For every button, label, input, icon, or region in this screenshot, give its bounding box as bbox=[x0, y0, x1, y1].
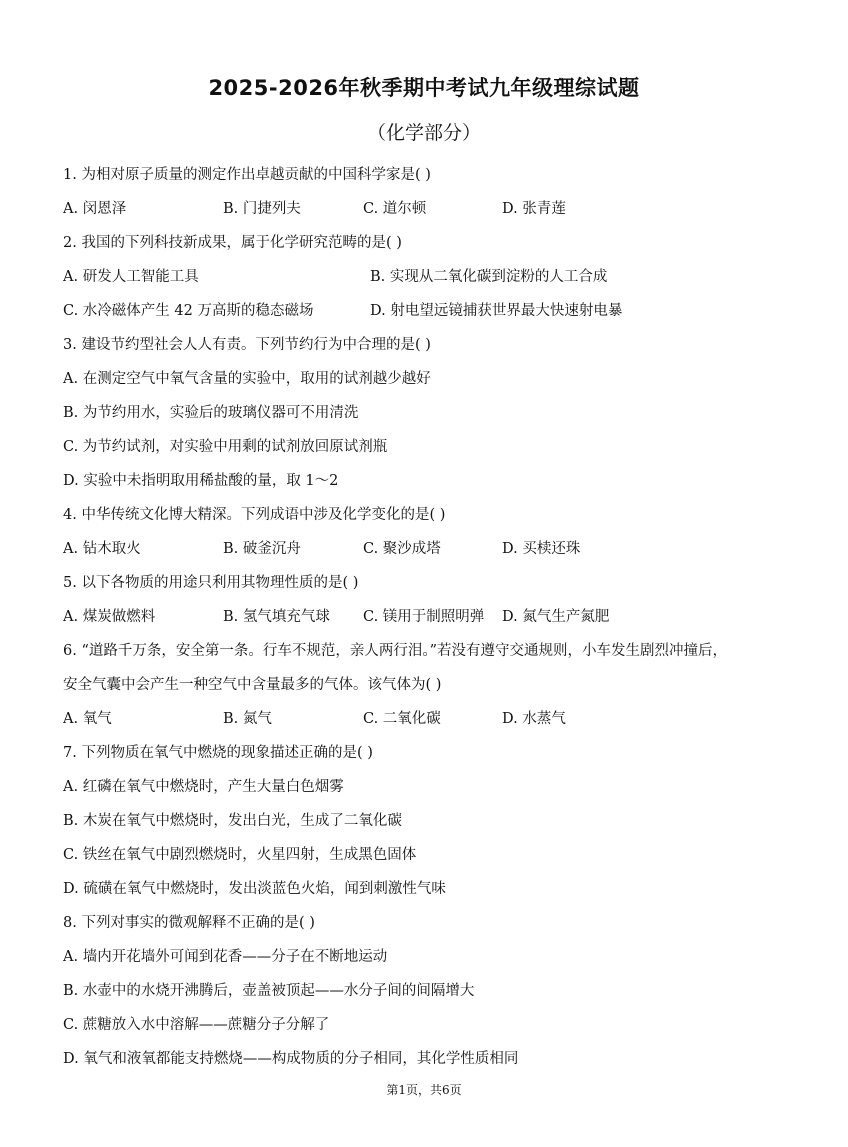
options-row bbox=[63, 532, 793, 566]
options-row bbox=[63, 804, 793, 838]
options-row bbox=[63, 940, 793, 974]
question-stem: 2. 我国的下列科技新成果，属于化学研究范畴的是( ) bbox=[63, 235, 402, 251]
option-C: C. 聚沙成塔 bbox=[363, 541, 441, 557]
option-C: C. 镁用于制照明弹 bbox=[363, 609, 485, 625]
question-stem: 6. “道路千万条，安全第一条。行车不规范，亲人两行泪。”若没有遵守交通规则，小车发生剧烈冲撞后， bbox=[63, 643, 728, 659]
options-row bbox=[63, 770, 793, 804]
option-B: B. 门捷列夫 bbox=[223, 201, 301, 217]
options-row bbox=[63, 192, 793, 226]
question-stem: 4. 中华传统文化博大精深。下列成语中涉及化学变化的是( ) bbox=[63, 507, 446, 523]
option-C: C. 二氧化碳 bbox=[363, 711, 441, 727]
question-7 bbox=[63, 736, 793, 906]
options-row bbox=[63, 396, 793, 430]
option-B: B. 氮气 bbox=[223, 711, 272, 727]
option-B: B. 破釜沉舟 bbox=[223, 541, 301, 557]
option-D: D. 射电望远镜捕获世界最大快速射电暴 bbox=[370, 303, 623, 319]
option-B: B. 为节约用水，实验后的玻璃仪器可不用清洗 bbox=[63, 405, 359, 421]
options-row bbox=[63, 974, 793, 1008]
options-row bbox=[63, 464, 793, 498]
question-3 bbox=[63, 328, 793, 498]
question-2 bbox=[63, 226, 793, 328]
options-row bbox=[63, 430, 793, 464]
option-D: D. 氮气生产氮肥 bbox=[502, 609, 610, 625]
question-stem: 8. 下列对事实的微观解释不正确的是( ) bbox=[63, 915, 315, 931]
option-C: C. 蔗糖放入水中溶解——蔗糖分子分解了 bbox=[63, 1017, 330, 1033]
question-1 bbox=[63, 158, 793, 226]
option-B: B. 水壶中的水烧开沸腾后，壶盖被顶起——水分子间的间隔增大 bbox=[63, 983, 475, 999]
options-row bbox=[63, 294, 793, 328]
option-B: B. 氢气填充气球 bbox=[223, 609, 330, 625]
option-D: D. 氧气和液氧都能支持燃烧——构成物质的分子相同，其化学性质相同 bbox=[63, 1051, 519, 1067]
question-stem: 安全气囊中会产生一种空气中含量最多的气体。该气体为( ) bbox=[63, 677, 442, 693]
options-row bbox=[63, 362, 793, 396]
option-D: D. 硫磺在氧气中燃烧时，发出淡蓝色火焰，闻到刺激性气味 bbox=[63, 881, 446, 897]
option-A: A. 钻木取火 bbox=[63, 541, 141, 557]
question-stem: 5. 以下各物质的用途只利用其物理性质的是( ) bbox=[63, 575, 359, 591]
option-C: C. 道尔顿 bbox=[363, 201, 427, 217]
option-D: D. 买椟还珠 bbox=[502, 541, 581, 557]
options-row bbox=[63, 260, 793, 294]
question-stem: 7. 下列物质在氧气中燃烧的现象描述正确的是( ) bbox=[63, 745, 373, 761]
option-B: B. 实现从二氧化碳到淀粉的人工合成 bbox=[370, 269, 608, 285]
options-row bbox=[63, 702, 793, 736]
option-D: D. 张青莲 bbox=[502, 201, 566, 217]
option-A: A. 闵恩泽 bbox=[63, 201, 127, 217]
option-A: A. 氧气 bbox=[63, 711, 112, 727]
options-row bbox=[63, 872, 793, 906]
option-A: A. 红磷在氧气中燃烧时，产生大量白色烟雾 bbox=[63, 779, 344, 795]
option-A: A. 研发人工智能工具 bbox=[63, 269, 199, 285]
option-C: C. 水冷磁体产生 42 万高斯的稳态磁场 bbox=[63, 303, 314, 319]
question-stem: 3. 建设节约型社会人人有责。下列节约行为中合理的是( ) bbox=[63, 337, 431, 353]
question-list bbox=[63, 158, 793, 1076]
options-row bbox=[63, 1008, 793, 1042]
option-A: A. 墙内开花墙外可闻到花香——分子在不断地运动 bbox=[63, 949, 388, 965]
option-B: B. 木炭在氧气中燃烧时，发出白光，生成了二氧化碳 bbox=[63, 813, 402, 829]
options-row bbox=[63, 600, 793, 634]
option-D: D. 水蒸气 bbox=[502, 711, 566, 727]
option-C: C. 铁丝在氧气中剧烈燃烧时，火星四射，生成黑色固体 bbox=[63, 847, 417, 863]
options-row bbox=[63, 838, 793, 872]
option-C: C. 为节约试剂，对实验中用剩的试剂放回原试剂瓶 bbox=[63, 439, 388, 455]
option-D: D. 实验中未指明取用稀盐酸的量，取 1～2 bbox=[63, 473, 339, 489]
option-A: A. 在测定空气中氧气含量的实验中，取用的试剂越少越好 bbox=[63, 371, 431, 387]
question-6 bbox=[63, 634, 793, 736]
question-4 bbox=[63, 498, 793, 566]
question-5 bbox=[63, 566, 793, 634]
question-stem: 1. 为相对原子质量的测定作出卓越贡献的中国科学家是( ) bbox=[63, 167, 431, 183]
page-subtitle: （化学部分） bbox=[366, 122, 481, 144]
options-row bbox=[63, 1042, 793, 1076]
question-8 bbox=[63, 906, 793, 1076]
option-A: A. 煤炭做燃料 bbox=[63, 609, 156, 625]
page-footer: 第1页，共6页 bbox=[386, 1083, 462, 1097]
page-title: 2025-2026年秋季期中考试九年级理综试题 bbox=[208, 76, 640, 100]
